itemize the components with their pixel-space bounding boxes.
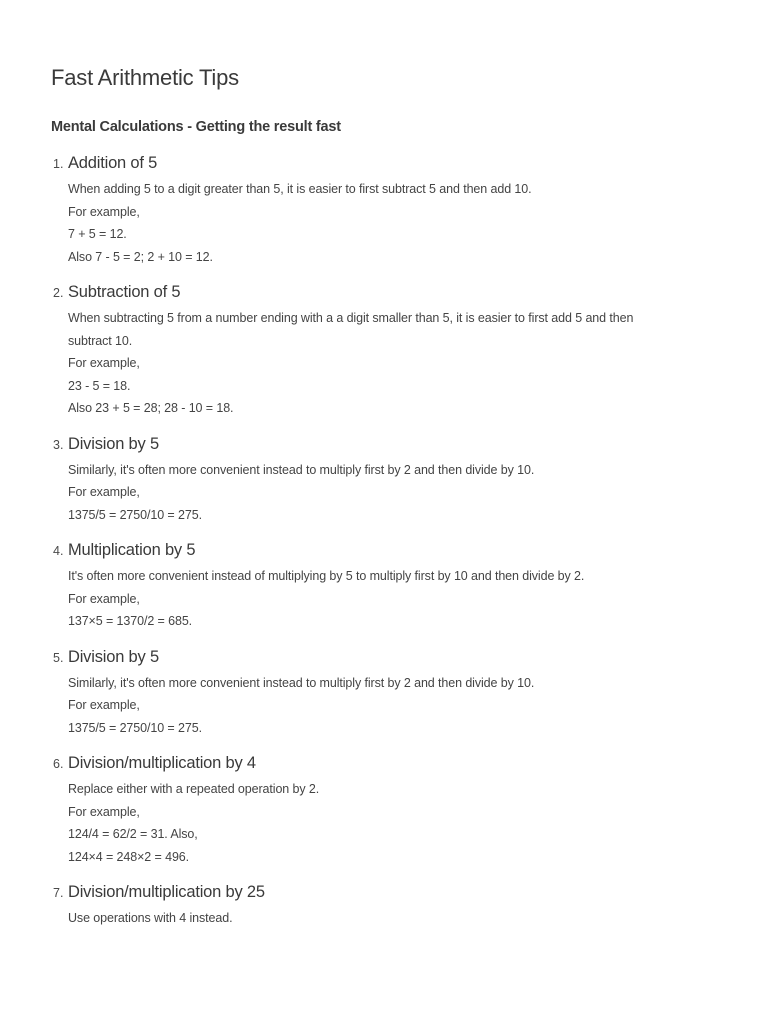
- tip-line: 7 + 5 = 12.: [68, 227, 127, 241]
- tip-number: 2.: [53, 286, 64, 300]
- tip-line: Similarly, it's often more convenient instead to multiply first by 2 and then divide by 10.: [68, 675, 535, 690]
- tip-number: 3.: [53, 437, 64, 452]
- document-page: [51, 62, 731, 942]
- tip-line: Also 23 + 5 = 28; 28 - 10 = 18.: [68, 401, 234, 415]
- tip-body: [68, 907, 731, 930]
- tip-body: [68, 672, 731, 740]
- tip-line: 124×4 = 248×2 = 496.: [68, 849, 190, 864]
- tip-line: For example,: [68, 356, 140, 370]
- tip-body: [68, 459, 731, 527]
- tip-number: 5.: [53, 650, 64, 665]
- tip-line: 1375/5 = 2750/10 = 275.: [68, 507, 202, 522]
- tip-line: subtract 10.: [68, 333, 133, 348]
- page-subtitle: Mental Calculations - Getting the result fast: [51, 119, 341, 135]
- tip-item: [51, 880, 731, 930]
- tips-list: [51, 151, 731, 930]
- tip-line: For example,: [68, 804, 140, 819]
- tip-line: Similarly, it's often more convenient instead to multiply first by 2 and then divide by 10.: [68, 462, 535, 477]
- tip-item: [51, 751, 731, 868]
- tip-heading: Division by 5: [68, 647, 159, 666]
- tip-body: [68, 778, 731, 868]
- tip-item: [51, 538, 731, 633]
- tip-line: 1375/5 = 2750/10 = 275.: [68, 720, 202, 735]
- page-title: Fast Arithmetic Tips: [51, 65, 239, 90]
- tip-line: When adding 5 to a digit greater than 5, it is easier to first subtract 5 and then add 10.: [68, 182, 532, 196]
- tip-item: [51, 280, 731, 420]
- tip-line: When subtracting 5 from a number ending with a a digit smaller than 5, it is easier to first add 5 and then: [68, 311, 634, 325]
- tip-line: 23 - 5 = 18.: [68, 378, 131, 393]
- tip-line: For example,: [68, 204, 140, 219]
- tip-body: [68, 307, 731, 420]
- tip-heading: Addition of 5: [68, 154, 158, 172]
- tip-line: For example,: [68, 591, 140, 606]
- tip-number: 6.: [53, 757, 64, 771]
- tip-line: 137×5 = 1370/2 = 685.: [68, 614, 193, 628]
- tip-heading: Multiplication by 5: [68, 541, 196, 559]
- tip-line: For example,: [68, 698, 140, 712]
- tip-heading: Division by 5: [68, 434, 159, 453]
- tip-item: [51, 432, 731, 527]
- tip-number: 4.: [53, 544, 64, 558]
- tip-line: 124/4 = 62/2 = 31. Also,: [68, 827, 198, 841]
- tip-body: [68, 565, 731, 633]
- tip-item: [51, 645, 731, 740]
- tip-item: [51, 151, 731, 268]
- tip-heading: Division/multiplication by 4: [68, 754, 256, 772]
- tip-number: 1.: [53, 157, 64, 171]
- tip-line: For example,: [68, 485, 140, 499]
- tip-line: Also 7 - 5 = 2; 2 + 10 = 12.: [68, 249, 213, 264]
- tip-line: Use operations with 4 instead.: [68, 911, 233, 925]
- tip-heading: Division/multiplication by 25: [68, 883, 265, 901]
- tip-heading: Subtraction of 5: [68, 283, 181, 301]
- tip-body: [68, 178, 731, 268]
- tip-line: Replace either with a repeated operation by 2.: [68, 782, 320, 796]
- tip-number: 7.: [53, 886, 64, 900]
- tip-line: It's often more convenient instead of multiplying by 5 to multiply first by 10 and then divide by 2.: [68, 569, 585, 583]
